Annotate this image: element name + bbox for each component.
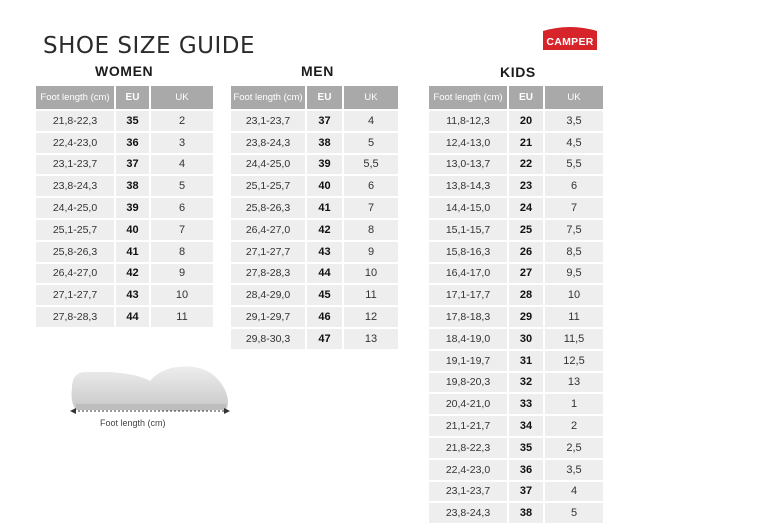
uk-size-cell: 11 [344,285,400,307]
foot-length-cell: 19,8-20,3 [429,373,509,395]
foot-length-cell: 27,1-27,7 [231,242,307,264]
foot-length-cell: 23,1-23,7 [231,111,307,133]
eu-size-cell: 37 [307,111,344,133]
eu-size-cell: 25 [509,220,545,242]
foot-length-cell: 27,8-28,3 [36,307,116,329]
table-header-row [231,86,400,111]
eu-size-cell: 23 [509,176,545,198]
table-row [231,176,400,198]
table-row [231,198,400,220]
uk-size-cell: 7 [545,198,605,220]
table-row [429,220,605,242]
men-size-table [231,86,400,351]
uk-size-cell: 8 [344,220,400,242]
eu-size-cell: 41 [116,242,151,264]
table-row [429,307,605,329]
foot-length-cell: 13,8-14,3 [429,176,509,198]
uk-size-cell: 3,5 [545,111,605,133]
uk-size-cell: 11,5 [545,329,605,351]
eu-size-cell: 40 [116,220,151,242]
foot-length-cell: 12,4-13,0 [429,133,509,155]
header-eu: EU [116,86,151,111]
foot-length-cell: 15,8-16,3 [429,242,509,264]
header-eu: EU [307,86,344,111]
eu-size-cell: 45 [307,285,344,307]
eu-size-cell: 46 [307,307,344,329]
table-row [231,307,400,329]
eu-size-cell: 44 [116,307,151,329]
uk-size-cell: 11 [151,307,215,329]
uk-size-cell: 5,5 [545,155,605,177]
uk-size-cell: 13 [545,373,605,395]
page-title: SHOE SIZE GUIDE [43,33,256,60]
uk-size-cell: 9,5 [545,264,605,286]
header-uk: UK [151,86,215,111]
table-row [36,133,215,155]
table-row [429,285,605,307]
foot-length-cell: 19,1-19,7 [429,351,509,373]
eu-size-cell: 44 [307,264,344,286]
eu-size-cell: 41 [307,198,344,220]
eu-size-cell: 39 [307,155,344,177]
kids-title: KIDS [500,64,536,80]
uk-size-cell: 3 [151,133,215,155]
table-row [429,133,605,155]
table-row [429,176,605,198]
table-row [429,329,605,351]
eu-size-cell: 32 [509,373,545,395]
eu-size-cell: 20 [509,111,545,133]
foot-length-cell: 29,1-29,7 [231,307,307,329]
uk-size-cell: 2,5 [545,438,605,460]
kids-size-table [429,86,605,525]
eu-size-cell: 28 [509,285,545,307]
foot-length-cell: 24,4-25,0 [231,155,307,177]
uk-size-cell: 11 [545,307,605,329]
eu-size-cell: 37 [116,155,151,177]
foot-length-cell: 17,8-18,3 [429,307,509,329]
eu-size-cell: 36 [116,133,151,155]
uk-size-cell: 4,5 [545,133,605,155]
women-title: WOMEN [95,63,154,79]
table-row [231,242,400,264]
table-row [429,503,605,525]
uk-size-cell: 10 [344,264,400,286]
men-title: MEN [301,63,334,79]
foot-length-cell: 16,4-17,0 [429,264,509,286]
foot-length-cell: 22,4-23,0 [36,133,116,155]
foot-length-cell: 11,8-12,3 [429,111,509,133]
foot-length-cell: 22,4-23,0 [429,460,509,482]
uk-size-cell: 1 [545,394,605,416]
eu-size-cell: 34 [509,416,545,438]
uk-size-cell: 10 [545,285,605,307]
eu-size-cell: 42 [307,220,344,242]
foot-length-caption: Foot length (cm) [100,418,166,428]
foot-length-cell: 14,4-15,0 [429,198,509,220]
eu-size-cell: 38 [307,133,344,155]
uk-size-cell: 12 [344,307,400,329]
table-header-row [429,86,605,111]
table-row [36,176,215,198]
foot-length-cell: 21,1-21,7 [429,416,509,438]
foot-length-cell: 26,4-27,0 [36,264,116,286]
foot-length-cell: 27,8-28,3 [231,264,307,286]
uk-size-cell: 13 [344,329,400,351]
table-row [429,438,605,460]
uk-size-cell: 5,5 [344,155,400,177]
uk-size-cell: 9 [344,242,400,264]
header-uk: UK [545,86,605,111]
table-row [429,394,605,416]
header-eu: EU [509,86,545,111]
eu-size-cell: 43 [116,285,151,307]
table-row [429,242,605,264]
uk-size-cell: 6 [151,198,215,220]
uk-size-cell: 7,5 [545,220,605,242]
table-row [231,220,400,242]
foot-length-cell: 28,4-29,0 [231,285,307,307]
eu-size-cell: 36 [509,460,545,482]
table-row [429,482,605,504]
eu-size-cell: 24 [509,198,545,220]
table-row [231,285,400,307]
table-row [231,155,400,177]
women-size-table [36,86,215,329]
foot-length-cell: 17,1-17,7 [429,285,509,307]
table-row [429,416,605,438]
foot-length-cell: 15,1-15,7 [429,220,509,242]
eu-size-cell: 30 [509,329,545,351]
uk-size-cell: 7 [151,220,215,242]
table-row [429,373,605,395]
uk-size-cell: 4 [545,482,605,504]
table-row [231,111,400,133]
uk-size-cell: 2 [545,416,605,438]
table-row [429,264,605,286]
uk-size-cell: 12,5 [545,351,605,373]
eu-size-cell: 35 [116,111,151,133]
table-row [36,220,215,242]
eu-size-cell: 43 [307,242,344,264]
uk-size-cell: 8,5 [545,242,605,264]
header-foot-length: Foot length (cm) [231,86,307,111]
eu-size-cell: 33 [509,394,545,416]
foot-length-cell: 25,1-25,7 [36,220,116,242]
foot-length-cell: 13,0-13,7 [429,155,509,177]
foot-length-cell: 23,8-24,3 [231,133,307,155]
table-row [36,264,215,286]
foot-length-cell: 26,4-27,0 [231,220,307,242]
table-row [429,111,605,133]
table-row [36,242,215,264]
table-row [231,264,400,286]
uk-size-cell: 3,5 [545,460,605,482]
eu-size-cell: 31 [509,351,545,373]
uk-size-cell: 5 [545,503,605,525]
table-row [429,198,605,220]
foot-length-cell: 18,4-19,0 [429,329,509,351]
foot-length-cell: 21,8-22,3 [36,111,116,133]
uk-size-cell: 2 [151,111,215,133]
foot-length-cell: 23,1-23,7 [36,155,116,177]
foot-length-cell: 23,8-24,3 [36,176,116,198]
table-row [36,111,215,133]
foot-length-cell: 24,4-25,0 [36,198,116,220]
uk-size-cell: 5 [151,176,215,198]
table-row [36,198,215,220]
uk-size-cell: 5 [344,133,400,155]
eu-size-cell: 22 [509,155,545,177]
foot-length-cell: 20,4-21,0 [429,394,509,416]
eu-size-cell: 39 [116,198,151,220]
foot-length-cell: 29,8-30,3 [231,329,307,351]
table-row [429,155,605,177]
uk-size-cell: 6 [545,176,605,198]
eu-size-cell: 21 [509,133,545,155]
table-header-row [36,86,215,111]
uk-size-cell: 8 [151,242,215,264]
camper-logo [541,22,599,52]
foot-length-cell: 25,8-26,3 [231,198,307,220]
table-row [429,351,605,373]
table-row [231,329,400,351]
foot-length-cell: 21,8-22,3 [429,438,509,460]
eu-size-cell: 26 [509,242,545,264]
eu-size-cell: 29 [509,307,545,329]
header-foot-length: Foot length (cm) [429,86,509,111]
table-row [231,133,400,155]
eu-size-cell: 38 [116,176,151,198]
foot-length-cell: 25,1-25,7 [231,176,307,198]
header-uk: UK [344,86,400,111]
uk-size-cell: 9 [151,264,215,286]
uk-size-cell: 4 [344,111,400,133]
uk-size-cell: 10 [151,285,215,307]
eu-size-cell: 42 [116,264,151,286]
uk-size-cell: 7 [344,198,400,220]
foot-length-cell: 23,1-23,7 [429,482,509,504]
table-row [36,307,215,329]
foot-length-cell: 27,1-27,7 [36,285,116,307]
uk-size-cell: 6 [344,176,400,198]
eu-size-cell: 27 [509,264,545,286]
eu-size-cell: 37 [509,482,545,504]
eu-size-cell: 38 [509,503,545,525]
eu-size-cell: 47 [307,329,344,351]
header-foot-length: Foot length (cm) [36,86,116,111]
foot-length-cell: 25,8-26,3 [36,242,116,264]
table-row [36,285,215,307]
table-row [429,460,605,482]
foot-length-cell: 23,8-24,3 [429,503,509,525]
eu-size-cell: 40 [307,176,344,198]
brand-text: CAMPER [546,36,594,48]
eu-size-cell: 35 [509,438,545,460]
table-row [36,155,215,177]
uk-size-cell: 4 [151,155,215,177]
